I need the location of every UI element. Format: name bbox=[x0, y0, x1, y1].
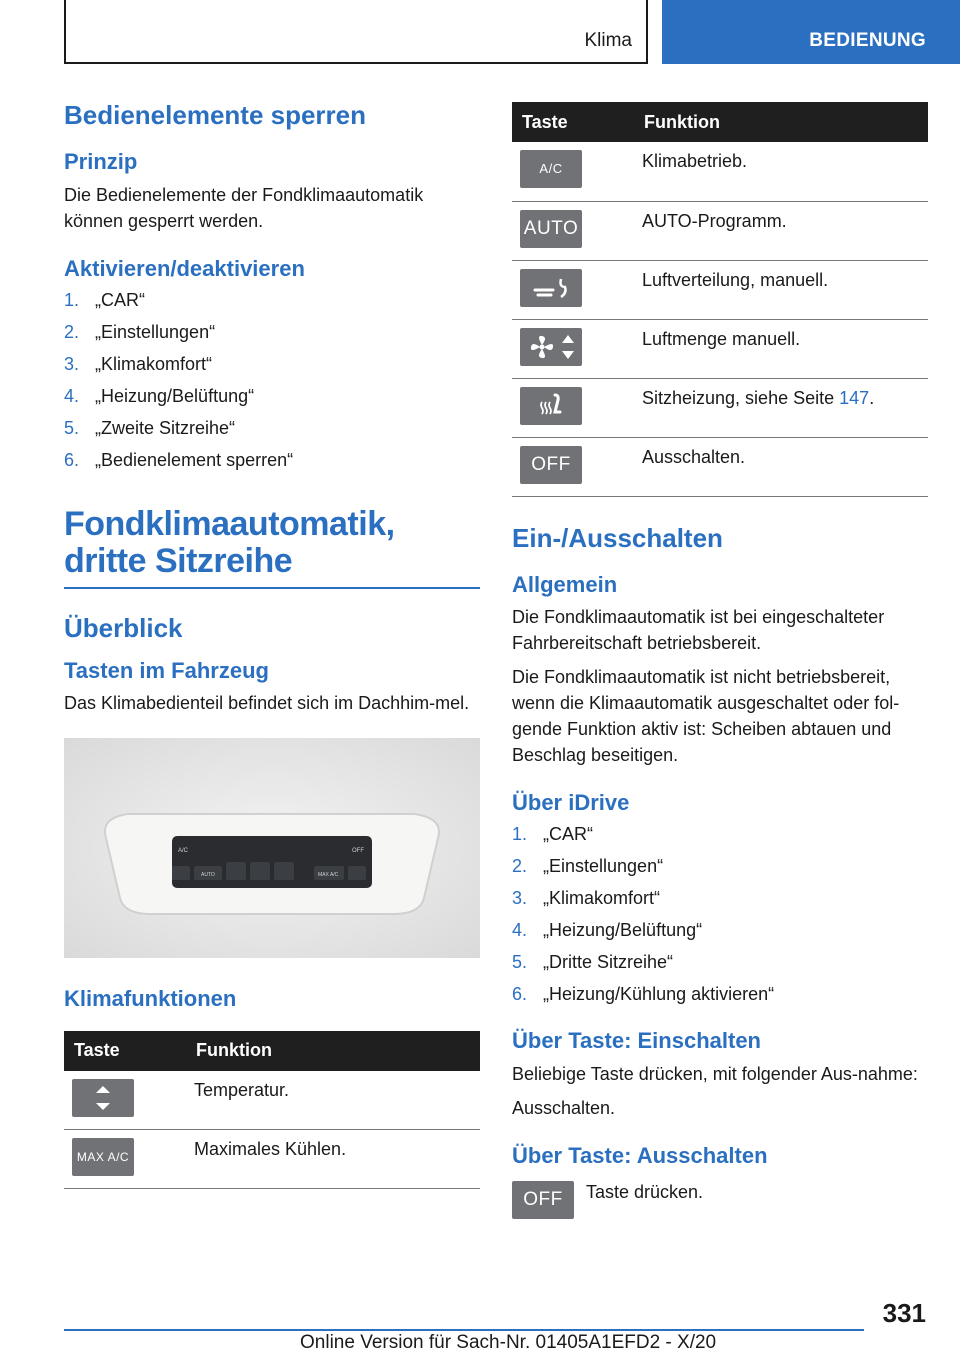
function-text: AUTO-Programm. bbox=[634, 201, 928, 260]
table-row bbox=[512, 260, 928, 319]
right-column bbox=[512, 102, 928, 1219]
step-number: 4. bbox=[64, 385, 80, 406]
fan-icon bbox=[520, 328, 582, 366]
col-key-header: Taste bbox=[64, 1031, 186, 1071]
step-text: „CAR“ bbox=[95, 289, 145, 310]
functions-title: Klimafunktionen bbox=[64, 986, 237, 1012]
step-text: „Klimakomfort“ bbox=[543, 888, 661, 909]
header-chapter-box bbox=[64, 0, 648, 64]
off-key-icon: OFF bbox=[512, 1181, 574, 1219]
off-icon: OFF bbox=[520, 446, 582, 484]
col-function-header: Funktion bbox=[186, 1031, 480, 1071]
function-text: Temperatur. bbox=[186, 1071, 480, 1130]
seat-heating-icon bbox=[520, 387, 582, 425]
list-item bbox=[64, 284, 480, 316]
col-key-header: Taste bbox=[512, 102, 634, 142]
buttons-title: Tasten im Fahrzeug bbox=[64, 657, 269, 683]
table-row bbox=[512, 378, 928, 437]
off-title: Über Taste: Ausschalten bbox=[512, 1142, 768, 1168]
function-text: Sitzheizung, siehe Seite 147. bbox=[634, 378, 928, 437]
step-number: 1. bbox=[64, 289, 80, 310]
table-row bbox=[512, 201, 928, 260]
list-item bbox=[512, 850, 928, 882]
general-title: Allgemein bbox=[512, 571, 618, 597]
on-text: Beliebige Taste drücken, mit folgender Aus-nahme: bbox=[512, 1063, 918, 1084]
step-text: „Bedienelement sperren“ bbox=[95, 449, 294, 470]
list-item bbox=[512, 882, 928, 914]
step-text: „Dritte Sitzreihe“ bbox=[543, 952, 674, 973]
principle-text: Die Bedienelemente der Fondklimaautomatik können gesperrt werden. bbox=[64, 184, 424, 231]
climate-panel-photo bbox=[64, 738, 480, 958]
buttons-text: Das Klimabedienteil befindet sich im Dachhim-mel. bbox=[64, 693, 470, 714]
on-text-2: Ausschalten. bbox=[512, 1097, 616, 1118]
ac-icon: A/C bbox=[520, 150, 582, 188]
list-item bbox=[64, 380, 480, 412]
onoff-title: Ein-/Ausschalten bbox=[512, 522, 723, 553]
step-number: 4. bbox=[512, 920, 528, 941]
svg-text:MAX A/C: MAX A/C bbox=[318, 872, 339, 879]
step-text: „Einstellungen“ bbox=[95, 321, 216, 342]
page-number: 331 bbox=[882, 1298, 926, 1328]
footer-divider bbox=[64, 1329, 864, 1331]
function-text: Luftmenge manuell. bbox=[634, 319, 928, 378]
general-paragraph-1: Die Fondklimaautomatik ist bei eingeschalteter Fahrbereitschaft betriebsbereit. bbox=[512, 607, 885, 654]
max-ac-icon: MAX A/C bbox=[72, 1138, 134, 1176]
overview-title: Überblick bbox=[64, 612, 183, 643]
function-text: Ausschalten. bbox=[634, 437, 928, 496]
activate-title: Aktivieren/deaktivieren bbox=[64, 255, 305, 281]
functions-table-right bbox=[512, 102, 928, 497]
step-text: „Klimakomfort“ bbox=[95, 353, 213, 374]
page-reference-link[interactable]: 147 bbox=[839, 387, 870, 408]
list-item bbox=[512, 946, 928, 978]
table-row bbox=[512, 437, 928, 496]
step-number: 3. bbox=[64, 353, 80, 374]
step-text: „Einstellungen“ bbox=[543, 856, 664, 877]
step-number: 5. bbox=[512, 952, 528, 973]
auto-icon: AUTO bbox=[520, 210, 582, 248]
functions-table-left bbox=[64, 1031, 480, 1190]
list-item bbox=[64, 444, 480, 476]
chapter-title: Fondklimaautomatik, dritte Sitzreihe bbox=[64, 506, 480, 589]
step-number: 2. bbox=[512, 856, 528, 877]
function-text: Klimabetrieb. bbox=[634, 142, 928, 201]
step-text: „Heizung/Belüftung“ bbox=[543, 920, 703, 941]
list-item bbox=[64, 316, 480, 348]
climate-panel-illustration bbox=[64, 738, 480, 958]
svg-text:A/C: A/C bbox=[178, 848, 189, 855]
function-text: Luftverteilung, manuell. bbox=[634, 260, 928, 319]
footer-online-version: Online Version für Sach-Nr. 01405A1EFD2 - X/20 bbox=[300, 1332, 717, 1353]
idrive-title: Über iDrive bbox=[512, 790, 630, 816]
up-down-arrows-icon bbox=[72, 1079, 134, 1117]
step-text: „CAR“ bbox=[543, 824, 593, 845]
step-text: „Zweite Sitzreihe“ bbox=[95, 417, 236, 438]
function-text: Maximales Kühlen. bbox=[186, 1130, 480, 1189]
list-item bbox=[512, 914, 928, 946]
table-row bbox=[512, 319, 928, 378]
table-row bbox=[512, 142, 928, 201]
table-row bbox=[64, 1071, 480, 1130]
table-row bbox=[64, 1130, 480, 1189]
svg-text:OFF: OFF bbox=[352, 848, 364, 855]
header-section-tab: BEDIENUNG bbox=[662, 0, 960, 64]
list-item bbox=[64, 412, 480, 444]
off-text: Taste drücken. bbox=[586, 1182, 704, 1203]
principle-title: Prinzip bbox=[64, 149, 138, 175]
air-distribution-icon bbox=[520, 269, 582, 307]
list-item bbox=[512, 978, 928, 1010]
step-number: 3. bbox=[512, 888, 528, 909]
off-instruction bbox=[512, 1181, 928, 1219]
step-number: 1. bbox=[512, 824, 528, 845]
lock-title: Bedienelemente sperren bbox=[64, 100, 367, 130]
step-number: 6. bbox=[64, 449, 80, 470]
step-number: 5. bbox=[64, 417, 80, 438]
step-number: 6. bbox=[512, 984, 528, 1005]
header-chapter: Klima bbox=[584, 30, 632, 51]
step-text: „Heizung/Belüftung“ bbox=[95, 385, 255, 406]
on-title: Über Taste: Einschalten bbox=[512, 1028, 761, 1054]
list-item bbox=[512, 818, 928, 850]
step-number: 2. bbox=[64, 321, 80, 342]
idrive-steps-list bbox=[512, 818, 928, 1010]
activate-steps-list bbox=[64, 284, 480, 476]
step-text: „Heizung/Kühlung aktivieren“ bbox=[543, 984, 775, 1005]
left-column bbox=[64, 100, 480, 1189]
list-item bbox=[64, 348, 480, 380]
general-paragraph-2: Die Fondklimaautomatik ist nicht betriebsbereit, wenn die Klimaautomatik ausgeschaltet oder fol-gende Funktion aktiv ist: Scheiben abtauen und Beschlag beseitigen. bbox=[512, 667, 900, 766]
svg-text:AUTO: AUTO bbox=[201, 872, 215, 879]
col-function-header: Funktion bbox=[634, 102, 928, 142]
